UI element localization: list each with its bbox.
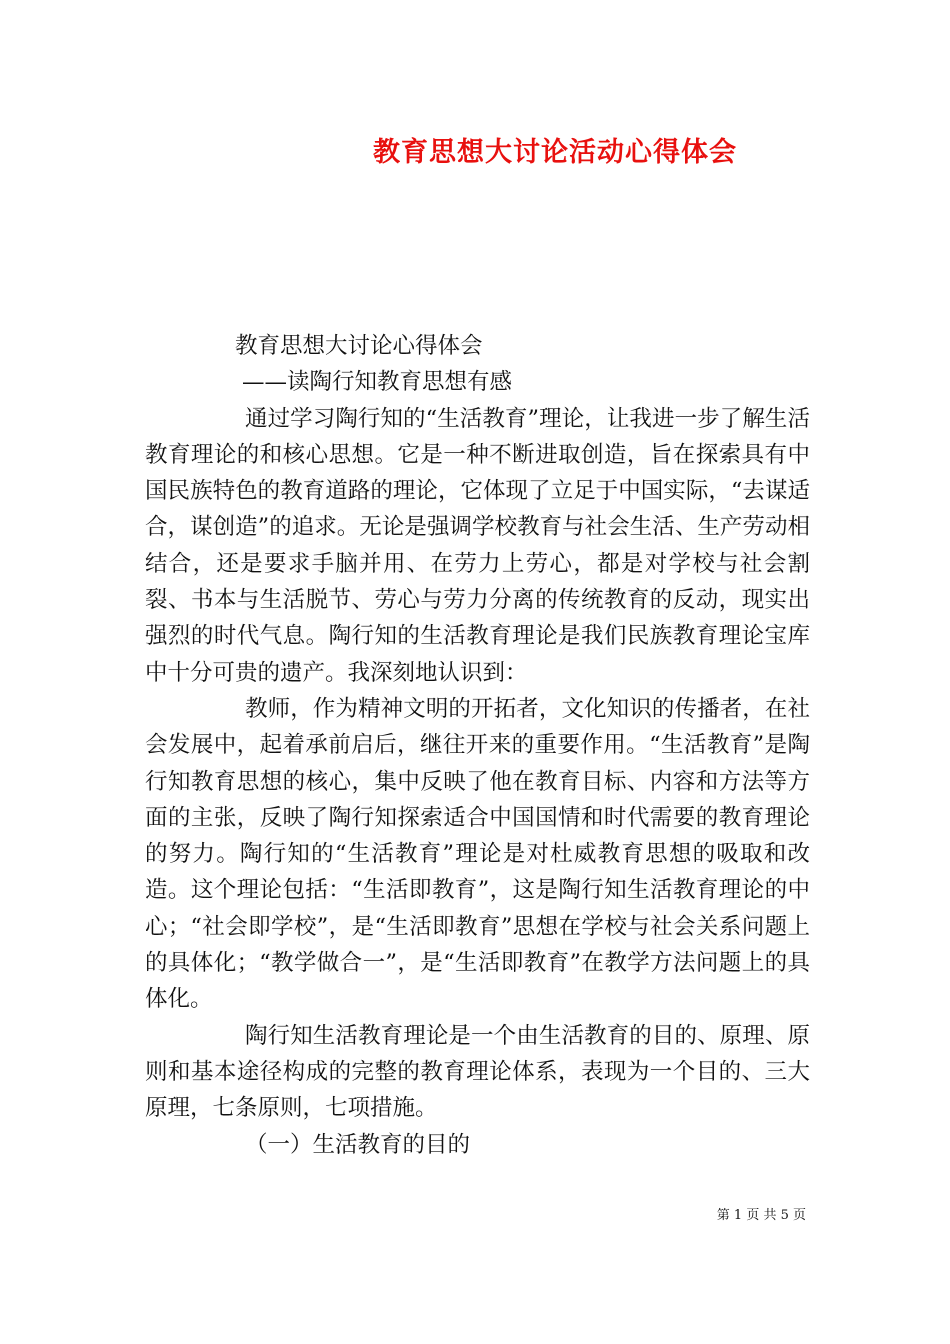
paragraph-2: 教师，作为精神文明的开拓者，文化知识的传播者，在社会发展中，起着承前启后，继往开来的重要作用。“生活教育”是陶行知教育思想的核心，集中反映了他在教育目标、内容和方法等方面的主张，反映了陶行知探索适合中国国情和时代需要的教育理论的努力。陶行知的“生活教育”理论是对杜威教育思想的吸取和改造。这个理论包括：“生活即教育”，这是陶行知生活教育理论的中心；“社会即学校”，是“生活即教育”思想在学校与社会关系问题上的具体化；“教学做合一”，是“生活即教育”在教学方法问题上的具体化。	[145, 695, 810, 1013]
article-heading: 教育思想大讨论心得体会	[235, 333, 483, 359]
paragraph-1: 通过学习陶行知的“生活教育”理论，让我进一步了解生活教育理论的和核心思想。它是一种不断进取创造，旨在探索具有中国民族特色的教育道路的理论，它体现了立足于中国实际，“去谋适合，谋创造”的追求。无论是强调学校教育与社会生活、生产劳动相结合，还是要求手脑并用、在劳力上劳心，都是对学校与社会割裂、书本与生活脱节、劳心与劳力分离的传统教育的反动，现实出强烈的时代气息。陶行知的生活教育理论是我们民族教育理论宝库中十分可贵的遗产。我深刻地认识到：	[145, 405, 810, 686]
paragraph-3: 陶行知生活教育理论是一个由生活教育的目的、原理、原则和基本途径构成的完整的教育理论体系，表现为一个目的、三大原理，七条原则，七项措施。	[145, 1022, 810, 1122]
page-number: 第 1 页 共 5 页	[716, 1208, 806, 1223]
document-body	[145, 328, 810, 1163]
section-heading: （一）生活教育的目的	[245, 1131, 471, 1158]
article-subheading: ——读陶行知教育思想有感	[242, 369, 513, 396]
document-title: 教育思想大讨论活动心得体会	[373, 137, 737, 168]
